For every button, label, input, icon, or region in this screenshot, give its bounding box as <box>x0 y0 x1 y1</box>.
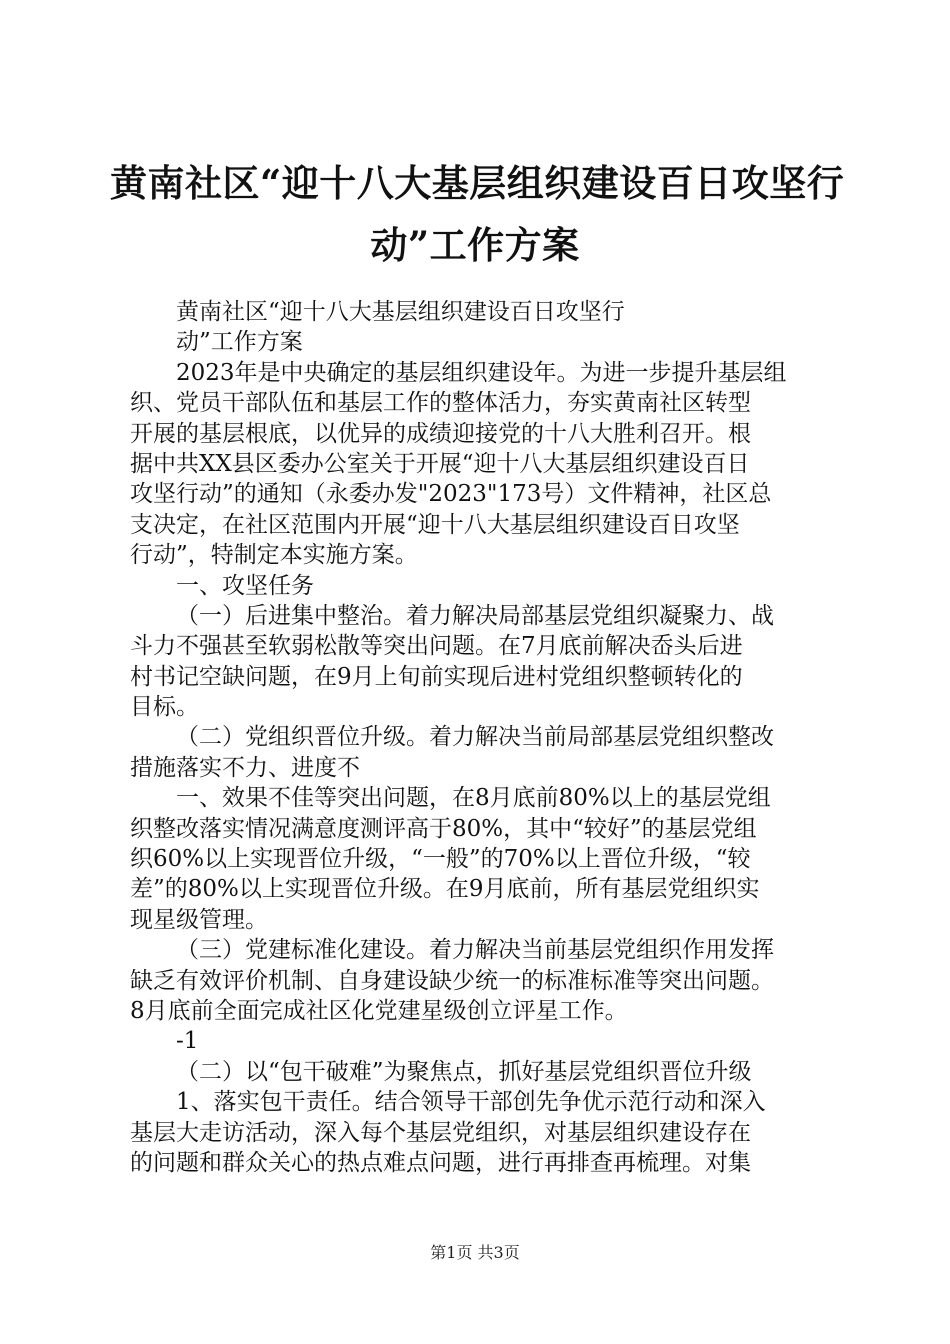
document-title-line-1: 黄南社区“迎十八大基层组织建设百日攻坚行 <box>110 161 845 205</box>
body-line: 8月底前全面完成社区化党建星级创立评星工作。 <box>130 997 628 1024</box>
body-line: （二）以“包干破难”为聚焦点，抓好基层党组织晋位升级 <box>176 1058 752 1085</box>
body-line: 1、落实包干责任。结合领导干部创先争优示范行动和深入 <box>176 1089 766 1116</box>
body-line: 行动”，特制定本实施方案。 <box>130 542 418 569</box>
body-line: -1 <box>176 1028 199 1055</box>
body-line: 2023年是中央确定的基层组织建设年。为进一步提升基层组 <box>176 359 787 386</box>
body-line: 开展的基层根底，以优异的成绩迎接党的十八大胜利召开。根 <box>130 420 751 447</box>
body-line: （三）党建标准化建设。着力解决当前基层党组织作用发挥 <box>176 937 774 964</box>
body-line: 差”的80%以上实现晋位升级。在9月底前，所有基层党组织实 <box>130 876 760 903</box>
body-line: 措施落实不力、进度不 <box>130 754 360 781</box>
body-line: （二）党组织晋位升级。着力解决当前局部基层党组织整改 <box>176 724 774 751</box>
body-line: （一）后进集中整治。着力解决局部基层党组织凝聚力、战 <box>176 602 774 629</box>
page-footer: 第1页 共3页 <box>430 1243 520 1262</box>
body-line: 据中共XX县区委办公室关于开展“迎十八大基层组织建设百日 <box>130 450 750 477</box>
document-body <box>130 297 842 1178</box>
body-line: 基层大走访活动，深入每个基层党组织，对基层组织建设存在 <box>130 1119 751 1146</box>
body-line: 支决定，在社区范围内开展“迎十八大基层组织建设百日攻坚 <box>130 511 740 538</box>
body-line: 缺乏有效评价机制、自身建设缺少统一的标准标准等突出问题。 <box>130 967 774 994</box>
body-line: 动”工作方案 <box>176 329 303 356</box>
body-line: 的问题和群众关心的热点难点问题，进行再排查再梳理。对集 <box>130 1149 751 1176</box>
body-line: 一、攻坚任务 <box>176 572 314 599</box>
body-line: 现星级管理。 <box>130 906 268 933</box>
body-line: 斗力不强甚至软弱松散等突出问题。在7月底前解决岙头后进 <box>130 633 743 660</box>
body-line: 织60%以上实现晋位升级，“一般”的70%以上晋位升级，“较 <box>130 846 751 873</box>
body-line: 村书记空缺问题，在9月上旬前实现后进村党组织整顿转化的 <box>130 663 743 690</box>
body-line: 织、党员干部队伍和基层工作的整体活力，夯实黄南社区转型 <box>130 390 751 417</box>
body-line: 一、效果不佳等突出问题，在8月底前80%以上的基层党组 <box>176 785 771 812</box>
body-line: 目标。 <box>130 694 199 721</box>
document-title-line-2: 动”工作方案 <box>370 223 580 267</box>
body-line: 黄南社区“迎十八大基层组织建设百日攻坚行 <box>176 299 625 325</box>
body-line: 攻坚行动”的通知（永委办发"2023"173号）文件精神，社区总 <box>130 481 772 508</box>
body-line: 织整改落实情况满意度测评高于80%，其中“较好”的基层党组 <box>130 815 757 842</box>
